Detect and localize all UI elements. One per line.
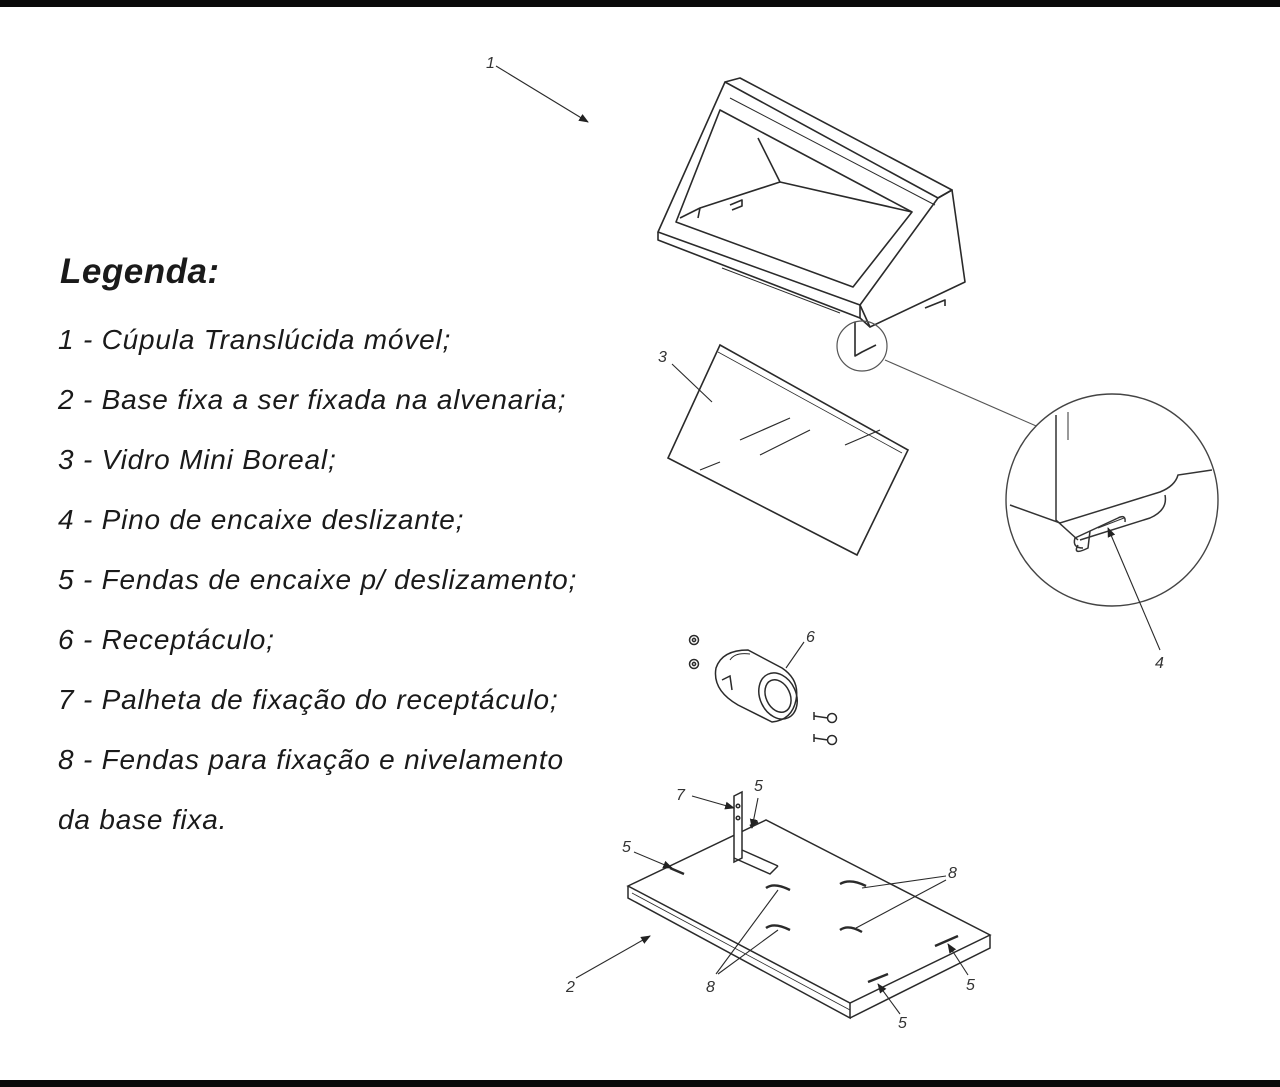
leader-5-left	[634, 852, 672, 868]
detail-connector-line	[885, 360, 1050, 432]
legend-item-3: 3 - Vidro Mini Boreal;	[58, 444, 337, 475]
leader-6	[786, 642, 804, 668]
dome-part-1	[658, 78, 965, 356]
callout-4: 4	[1155, 655, 1164, 672]
leader-1	[496, 66, 588, 122]
legend-item-8: 8 - Fendas para fixação e nivelamento	[58, 744, 564, 775]
glass-part-3	[668, 345, 908, 555]
callout-5-left: 5	[622, 839, 631, 856]
leader-7	[692, 796, 734, 808]
receptacle-part-6	[690, 636, 837, 745]
callout-6: 6	[806, 629, 815, 646]
leader-5-bottom	[878, 984, 900, 1014]
callout-8-bottom: 8	[706, 979, 715, 996]
callout-5-top: 5	[754, 778, 763, 795]
callout-1: 1	[486, 55, 495, 72]
base-part-2	[628, 792, 990, 1018]
callout-8-right: 8	[948, 865, 957, 882]
callout-5-right: 5	[966, 977, 975, 994]
legend-item-4: 4 - Pino de encaixe deslizante;	[58, 504, 465, 535]
legend-title: Legenda:	[60, 252, 220, 291]
leader-2	[576, 936, 650, 978]
callout-3: 3	[658, 349, 667, 366]
callout-2: 2	[566, 979, 575, 996]
legend-item-8-continued: da base fixa.	[58, 804, 228, 835]
legend-item-1: 1 - Cúpula Translúcida móvel;	[58, 324, 452, 355]
legend-item-2: 2 - Base fixa a ser fixada na alvenaria;	[58, 384, 567, 415]
callout-5-bottom: 5	[898, 1015, 907, 1032]
detail-view-pin	[1006, 394, 1218, 606]
callout-7: 7	[676, 787, 685, 804]
detail-circle-small	[837, 321, 887, 371]
legend-item-5: 5 - Fendas de encaixe p/ deslizamento;	[58, 564, 578, 595]
legend-item-7: 7 - Palheta de fixação do receptáculo;	[58, 684, 559, 715]
legend-item-6: 6 - Receptáculo;	[58, 624, 275, 655]
